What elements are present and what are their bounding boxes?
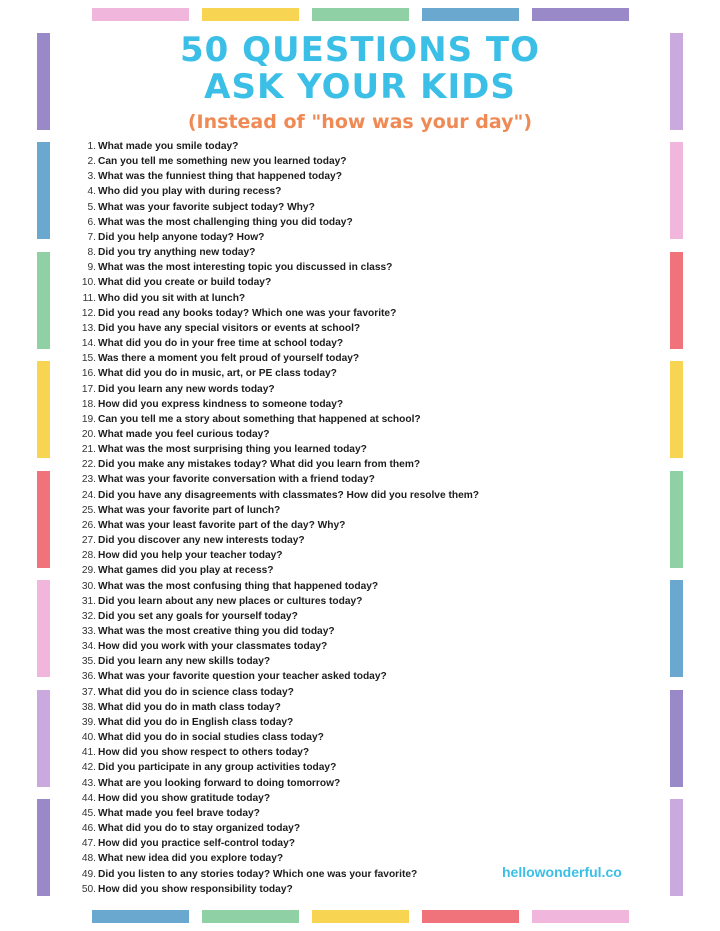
question-item xyxy=(62,230,642,245)
question-text: What did you create or build today? xyxy=(98,277,272,289)
question-item xyxy=(62,882,642,897)
question-number: 34. xyxy=(81,641,96,653)
question-number: 39. xyxy=(81,716,96,728)
question-item xyxy=(62,169,642,184)
question-text: Can you tell me something new you learned today? xyxy=(98,156,347,168)
left-bar-lavender xyxy=(37,690,50,787)
question-number: 33. xyxy=(81,626,96,637)
right-bar-red xyxy=(670,252,683,349)
question-text: What was your favorite subject today? Why? xyxy=(98,201,315,213)
question-text: Did you set any goals for yourself today? xyxy=(98,610,298,622)
question-number: 24. xyxy=(81,489,96,501)
question-number: 37. xyxy=(81,686,96,698)
question-text: Did you have any special visitors or events at school? xyxy=(98,322,361,334)
right-bar-lavender-2 xyxy=(670,799,683,896)
page-subtitle: (Instead of "how was your day") xyxy=(187,111,533,133)
bottom-bar-yellow xyxy=(312,910,409,923)
question-item xyxy=(62,139,642,154)
question-number: 49. xyxy=(81,868,96,880)
question-number: 20. xyxy=(81,428,96,440)
question-number: 22. xyxy=(81,459,96,471)
question-text: Was there a moment you felt proud of yourself today? xyxy=(98,353,360,365)
bottom-bar-pink xyxy=(532,910,629,923)
question-number: 16. xyxy=(81,368,96,380)
question-item xyxy=(62,245,642,260)
question-number: 27. xyxy=(81,535,96,547)
top-bar-green xyxy=(312,8,409,21)
question-text: Did you read any books today? Which one was your favorite? xyxy=(98,307,397,319)
left-bar-blue xyxy=(37,142,50,239)
question-number: 6. xyxy=(87,216,96,228)
question-item xyxy=(62,548,642,563)
question-text: How did you help your teacher today? xyxy=(98,550,283,562)
question-item xyxy=(62,200,642,215)
question-number: 10. xyxy=(81,277,96,289)
question-text: How did you work with your classmates today? xyxy=(98,641,328,653)
question-text: What made you feel brave today? xyxy=(98,807,260,819)
question-item xyxy=(62,821,642,836)
question-number: 43. xyxy=(81,777,96,789)
question-item xyxy=(62,184,642,199)
question-text: Did you try anything new today? xyxy=(98,247,256,259)
question-number: 12. xyxy=(81,307,96,319)
question-item xyxy=(62,669,642,684)
question-number: 3. xyxy=(87,171,96,183)
question-text: What was your favorite conversation with a friend today? xyxy=(98,474,375,486)
question-text: Did you help anyone today? How? xyxy=(98,231,265,243)
question-text: What did you do in your free time at school today? xyxy=(98,338,344,350)
question-item xyxy=(62,412,642,427)
question-text: What new idea did you explore today? xyxy=(98,853,284,865)
question-text: What did you do in math class today? xyxy=(98,701,281,713)
question-item xyxy=(62,336,642,351)
question-text: What did you do to stay organized today? xyxy=(98,823,301,835)
question-text: What did you do in social studies class today? xyxy=(98,732,324,744)
right-bar-purple xyxy=(670,690,683,787)
question-item xyxy=(62,745,642,760)
question-item xyxy=(62,715,642,730)
top-bar-yellow xyxy=(202,8,299,21)
website-credit: hellowonderful.co xyxy=(502,864,622,880)
left-bar-pink xyxy=(37,580,50,677)
question-list xyxy=(62,139,642,897)
top-bar-purple xyxy=(532,8,629,21)
question-number: 50. xyxy=(81,883,96,895)
question-text: What was your favorite part of lunch? xyxy=(98,504,281,516)
question-number: 11. xyxy=(82,292,96,304)
question-item xyxy=(62,791,642,806)
question-item xyxy=(62,624,642,639)
page-title xyxy=(0,32,720,106)
question-number: 41. xyxy=(81,747,96,759)
question-text: How did you show responsibility today? xyxy=(98,883,293,895)
question-number: 47. xyxy=(81,838,96,850)
question-number: 46. xyxy=(81,823,96,835)
question-item xyxy=(62,382,642,397)
question-text: What was your least favorite part of the day? Why? xyxy=(98,519,346,531)
title-line-1: 50 QUESTIONS TO xyxy=(180,30,540,70)
question-number: 35. xyxy=(81,656,96,668)
left-bar-red xyxy=(37,471,50,568)
question-number: 45. xyxy=(81,807,96,819)
question-number: 31. xyxy=(81,595,96,607)
question-number: 15. xyxy=(81,353,96,365)
question-item xyxy=(62,397,642,412)
question-item xyxy=(62,503,642,518)
question-number: 26. xyxy=(81,519,96,531)
question-text: What was the most interesting topic you discussed in class? xyxy=(98,262,393,274)
question-item xyxy=(62,806,642,821)
question-item xyxy=(62,366,642,381)
question-text: What did you do in English class today? xyxy=(98,716,294,728)
question-text: Did you learn about any new places or cultures today? xyxy=(98,595,363,607)
bottom-bar-blue xyxy=(92,910,189,923)
question-item xyxy=(62,518,642,533)
question-text: Who did you sit with at lunch? xyxy=(98,292,246,304)
question-number: 18. xyxy=(81,398,96,410)
question-number: 21. xyxy=(81,444,96,456)
question-item xyxy=(62,654,642,669)
question-number: 29. xyxy=(81,565,96,577)
question-item xyxy=(62,685,642,700)
question-item xyxy=(62,760,642,775)
question-number: 38. xyxy=(81,701,96,713)
question-item xyxy=(62,639,642,654)
question-item xyxy=(62,275,642,290)
question-text: Did you learn any new skills today? xyxy=(98,656,271,668)
question-text: What was the funniest thing that happened today? xyxy=(98,171,342,183)
question-text: What are you looking forward to doing tomorrow? xyxy=(98,777,341,789)
right-bar-pink xyxy=(670,142,683,239)
question-number: 1. xyxy=(87,141,96,152)
question-item xyxy=(62,594,642,609)
top-bar-pink xyxy=(92,8,189,21)
question-number: 14. xyxy=(81,338,96,350)
question-text: Did you learn any new words today? xyxy=(98,383,275,395)
question-number: 4. xyxy=(87,186,96,198)
question-text: Can you tell me a story about something that happened at school? xyxy=(98,413,421,425)
question-item xyxy=(62,306,642,321)
question-text: Did you make any mistakes today? What did you learn from them? xyxy=(98,459,421,471)
question-text: How did you show gratitude today? xyxy=(98,792,271,804)
question-item xyxy=(62,457,642,472)
question-number: 8. xyxy=(87,247,96,259)
title-line-2: ASK YOUR KIDS xyxy=(204,67,516,107)
question-text: Did you participate in any group activities today? xyxy=(98,762,337,774)
question-number: 19. xyxy=(81,413,96,425)
question-text: What made you feel curious today? xyxy=(98,428,270,440)
question-number: 36. xyxy=(81,671,96,683)
question-number: 9. xyxy=(87,262,96,274)
question-text: What did you do in music, art, or PE class today? xyxy=(98,368,337,380)
right-bar-green xyxy=(670,471,683,568)
question-number: 32. xyxy=(81,610,96,622)
question-text: What was the most surprising thing you learned today? xyxy=(98,444,367,456)
top-bar-blue xyxy=(422,8,519,21)
left-bar-green xyxy=(37,252,50,349)
question-number: 28. xyxy=(81,550,96,562)
question-item xyxy=(62,260,642,275)
question-number: 23. xyxy=(81,474,96,486)
question-number: 25. xyxy=(81,504,96,516)
question-text: How did you practice self-control today? xyxy=(98,838,295,850)
question-item xyxy=(62,609,642,624)
question-number: 40. xyxy=(81,732,96,744)
question-number: 2. xyxy=(87,156,96,168)
question-item xyxy=(62,533,642,548)
question-number: 44. xyxy=(81,792,96,804)
question-item xyxy=(62,351,642,366)
question-text: What did you do in science class today? xyxy=(98,686,294,698)
question-item xyxy=(62,427,642,442)
question-item xyxy=(62,836,642,851)
question-text: Who did you play with during recess? xyxy=(98,186,282,198)
question-item xyxy=(62,563,642,578)
question-text: What was the most creative thing you did today? xyxy=(98,626,335,637)
bottom-bar-red xyxy=(422,910,519,923)
question-item xyxy=(62,321,642,336)
question-text: Did you listen to any stories today? Which one was your favorite? xyxy=(98,868,418,880)
question-number: 5. xyxy=(87,201,96,213)
question-item xyxy=(62,472,642,487)
question-item xyxy=(62,700,642,715)
right-bar-yellow xyxy=(670,361,683,458)
question-number: 42. xyxy=(81,762,96,774)
question-text: What was the most confusing thing that happened today? xyxy=(98,580,379,592)
bottom-bar-green xyxy=(202,910,299,923)
question-text: What was the most challenging thing you did today? xyxy=(98,216,353,228)
question-text: What was your favorite question your teacher asked today? xyxy=(98,671,387,683)
question-item xyxy=(62,442,642,457)
question-item xyxy=(62,488,642,503)
question-item xyxy=(62,291,642,306)
question-text: How did you show respect to others today? xyxy=(98,747,310,759)
question-text: What made you smile today? xyxy=(98,141,239,152)
question-number: 7. xyxy=(87,231,96,243)
question-text: What games did you play at recess? xyxy=(98,565,274,577)
question-number: 48. xyxy=(81,853,96,865)
question-item xyxy=(62,215,642,230)
left-bar-purple-2 xyxy=(37,799,50,896)
right-bar-blue xyxy=(670,580,683,677)
question-item xyxy=(62,776,642,791)
question-item xyxy=(62,730,642,745)
question-text: Did you discover any new interests today? xyxy=(98,535,305,547)
left-bar-yellow xyxy=(37,361,50,458)
question-item xyxy=(62,579,642,594)
question-number: 17. xyxy=(81,383,96,395)
question-number: 13. xyxy=(81,322,96,334)
question-text: Did you have any disagreements with classmates? How did you resolve them? xyxy=(98,489,480,501)
question-text: How did you express kindness to someone today? xyxy=(98,398,344,410)
question-item xyxy=(62,154,642,169)
question-number: 30. xyxy=(81,580,96,592)
